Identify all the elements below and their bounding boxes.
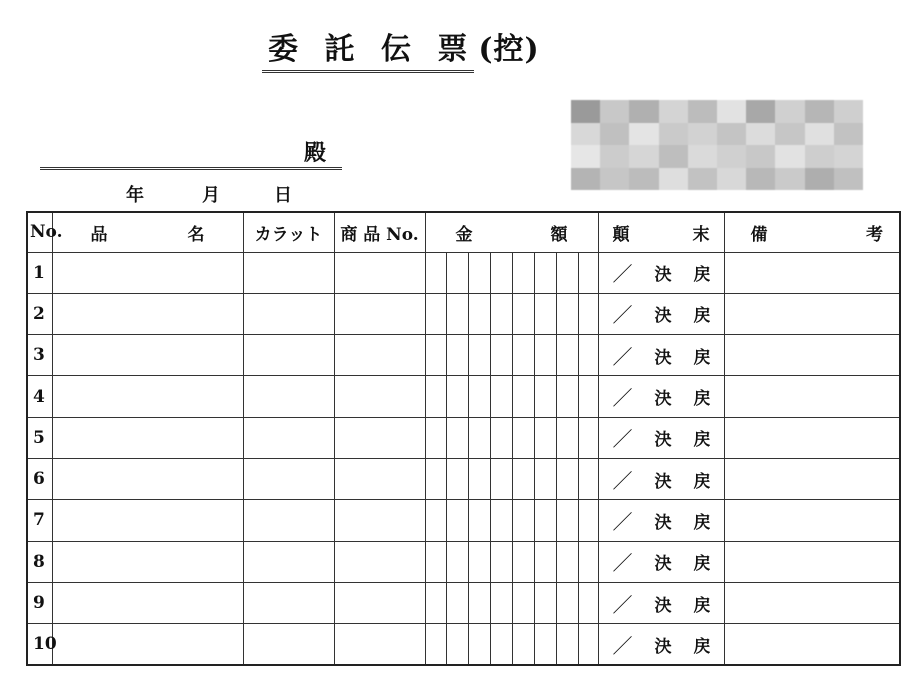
product-no-cell[interactable] [334,541,425,582]
amount-digit-divider [468,294,469,334]
amount-digit-divider [512,294,513,334]
amount-digit-divider [512,418,513,458]
redaction-pixel [659,100,688,123]
amount-digit-divider [512,624,513,664]
outcome-cell [598,252,724,293]
redaction-pixel [688,168,717,191]
amount-digit-divider [490,253,491,293]
redaction-pixel [629,145,658,168]
amount-cell[interactable] [425,293,598,334]
outcome-settled-option[interactable]: 決 [654,554,672,575]
remarks-cell[interactable] [724,624,900,665]
amount-digit-divider [490,418,491,458]
row-number: 5 [27,417,52,458]
amount-digit-divider [468,542,469,582]
amount-digit-divider [446,624,447,664]
outcome-settled-option[interactable]: 決 [654,347,672,368]
outcome-cell [598,500,724,541]
redaction-pixel [834,145,863,168]
redaction-pixel [600,168,629,191]
redaction-pixel [746,168,775,191]
amount-digit-divider [446,294,447,334]
amount-digit-divider [556,294,557,334]
redaction-pixel [834,100,863,123]
amount-digit-divider [512,459,513,499]
amount-digit-divider [578,459,579,499]
redaction-pixel [571,168,600,191]
amount-digit-divider [556,542,557,582]
amount-digit-divider [534,294,535,334]
amount-digit-divider [578,376,579,416]
amount-digit-divider [578,294,579,334]
header-outcome [598,212,724,252]
amount-digit-divider [446,542,447,582]
carat-cell[interactable] [243,376,334,417]
outcome-settled-option[interactable]: 決 [654,595,672,616]
outcome-options [599,583,724,623]
table-row [27,624,900,665]
outcome-settled-option[interactable]: 決 [654,430,672,451]
amount-digit-divider [468,583,469,623]
redaction-pixel [629,100,658,123]
outcome-cell [598,417,724,458]
outcome-slash: ／ [612,551,633,576]
header-amount [425,212,598,252]
header-amount-a: 金 [455,224,473,245]
header-item-name-b: 名 [187,224,205,245]
product-no-cell[interactable] [334,335,425,376]
product-no-cell[interactable] [334,252,425,293]
redaction-pixel [659,123,688,146]
header-product-no: 商 品 No. [334,212,425,252]
amount-digit-divider [556,624,557,664]
outcome-cell [598,376,724,417]
amount-digit-divider [490,376,491,416]
amount-digit-divider [490,624,491,664]
product-no-cell[interactable] [334,624,425,665]
outcome-settled-option[interactable]: 決 [654,471,672,492]
item-name-cell[interactable] [52,458,243,499]
redaction-pixel [805,145,834,168]
redaction-pixel [834,123,863,146]
row-number: 7 [27,500,52,541]
item-name-cell[interactable] [52,541,243,582]
date-month-label: 月 [202,185,220,206]
outcome-cell [598,582,724,623]
amount-cell[interactable] [425,624,598,665]
outcome-slash: ／ [612,509,633,534]
product-no-cell[interactable] [334,376,425,417]
amount-digit-divider [468,459,469,499]
redaction-pixel [571,100,600,123]
outcome-options [599,624,724,664]
recipient-name-line [40,167,342,170]
row-number: 6 [27,458,52,499]
redaction-pixel [659,145,688,168]
amount-digit-divider [534,253,535,293]
amount-cell[interactable] [425,458,598,499]
outcome-slash: ／ [612,427,633,452]
carat-cell[interactable] [243,293,334,334]
amount-digit-divider [490,459,491,499]
header-outcome-b: 末 [692,224,710,245]
amount-digit-divider [534,542,535,582]
amount-digit-divider [446,459,447,499]
item-name-cell[interactable] [52,376,243,417]
amount-cell[interactable] [425,582,598,623]
redaction-pixel [600,100,629,123]
amount-digit-divider [534,376,535,416]
amount-digit-divider [512,253,513,293]
amount-cell[interactable] [425,541,598,582]
amount-cell[interactable] [425,252,598,293]
redaction-pixel [629,168,658,191]
row-number: 4 [27,376,52,417]
outcome-returned-option[interactable]: 戻 [693,595,711,616]
amount-digit-divider [446,500,447,540]
amount-digit-divider [512,500,513,540]
redaction-pixel [775,145,804,168]
consignment-table [26,211,901,666]
header-remarks-b: 考 [866,224,883,245]
amount-digit-divider [534,500,535,540]
remarks-cell[interactable] [724,252,900,293]
header-remarks-a: 備 [750,224,768,245]
remarks-cell[interactable] [724,541,900,582]
outcome-returned-option[interactable]: 戻 [693,306,711,327]
row-number: 3 [27,335,52,376]
amount-digit-divider [446,253,447,293]
product-no-cell[interactable] [334,458,425,499]
amount-digit-divider [578,624,579,664]
amount-digit-divider [578,583,579,623]
carat-cell[interactable] [243,624,334,665]
redaction-pixel [600,145,629,168]
amount-digit-divider [512,583,513,623]
amount-digit-divider [490,583,491,623]
item-name-cell[interactable] [52,624,243,665]
amount-digit-divider [534,418,535,458]
header-carat: カラット [243,212,334,252]
amount-digit-divider [468,500,469,540]
row-number: 2 [27,293,52,334]
outcome-settled-option[interactable]: 決 [654,389,672,410]
redaction-pixel [717,100,746,123]
amount-digit-divider [490,335,491,375]
redaction-pixel [688,123,717,146]
amount-digit-divider [468,253,469,293]
amount-digit-divider [556,418,557,458]
title-main: 委 託 伝 票 [262,24,474,73]
document-title [262,24,540,73]
item-name-cell[interactable] [52,335,243,376]
recipient-honorific: 殿 [304,140,327,166]
amount-digit-divider [578,500,579,540]
outcome-settled-option[interactable]: 決 [654,265,672,286]
amount-digit-divider [534,624,535,664]
amount-digit-divider [578,418,579,458]
outcome-slash: ／ [612,592,633,617]
outcome-slash: ／ [612,468,633,493]
amount-digit-divider [534,459,535,499]
table-row [27,500,900,541]
redaction-pixel [717,145,746,168]
carat-cell[interactable] [243,252,334,293]
redaction-pixel [571,145,600,168]
amount-digit-divider [512,335,513,375]
carat-cell[interactable] [243,541,334,582]
remarks-cell[interactable] [724,500,900,541]
amount-digit-divider [534,335,535,375]
row-number: 9 [27,582,52,623]
redaction-pixel [600,123,629,146]
outcome-cell [598,624,724,665]
amount-digit-divider [556,583,557,623]
table-header-row [27,212,900,252]
carat-cell[interactable] [243,417,334,458]
table-row [27,458,900,499]
amount-cell[interactable] [425,500,598,541]
redaction-pixel [775,168,804,191]
redaction-pixel [775,100,804,123]
outcome-slash: ／ [612,303,633,328]
header-item-name-a: 品 [90,224,108,245]
row-number: 1 [27,252,52,293]
amount-cell[interactable] [425,335,598,376]
row-number: 10 [27,624,52,665]
redaction-pixel [717,123,746,146]
table-row [27,417,900,458]
product-no-cell[interactable] [334,417,425,458]
outcome-options [599,294,724,334]
header-remarks [724,212,900,252]
amount-digit-divider [578,335,579,375]
amount-cell[interactable] [425,417,598,458]
redaction-pixel [805,123,834,146]
outcome-cell [598,458,724,499]
outcome-settled-option[interactable]: 決 [654,636,672,657]
redaction-pixel [659,168,688,191]
amount-digit-divider [446,418,447,458]
outcome-settled-option[interactable]: 決 [654,306,672,327]
remarks-cell[interactable] [724,293,900,334]
redaction-pixel [717,168,746,191]
item-name-cell[interactable] [52,293,243,334]
outcome-options [599,500,724,540]
outcome-options [599,542,724,582]
redaction-pixel [775,123,804,146]
amount-digit-divider [468,624,469,664]
amount-digit-divider [468,335,469,375]
table-row [27,335,900,376]
outcome-options [599,459,724,499]
redacted-company-stamp [571,100,863,190]
redaction-pixel [746,100,775,123]
amount-digit-divider [468,418,469,458]
redaction-pixel [688,100,717,123]
outcome-cell [598,293,724,334]
table-row [27,541,900,582]
outcome-cell [598,335,724,376]
outcome-returned-option[interactable]: 戻 [693,554,711,575]
amount-digit-divider [578,253,579,293]
amount-digit-divider [512,542,513,582]
redaction-pixel [805,100,834,123]
outcome-returned-option[interactable]: 戻 [693,389,711,410]
table-row [27,376,900,417]
remarks-cell[interactable] [724,458,900,499]
amount-digit-divider [534,583,535,623]
carat-cell[interactable] [243,458,334,499]
carat-cell[interactable] [243,335,334,376]
item-name-cell[interactable] [52,417,243,458]
redaction-pixel [834,168,863,191]
header-outcome-a: 顛 [612,224,630,245]
outcome-returned-option[interactable]: 戻 [693,471,711,492]
amount-digit-divider [556,459,557,499]
amount-digit-divider [556,500,557,540]
outcome-options [599,418,724,458]
outcome-options [599,335,724,375]
title-suffix: (控) [478,32,540,67]
table-row [27,293,900,334]
amount-digit-divider [578,542,579,582]
remarks-cell[interactable] [724,417,900,458]
header-item-name [52,212,243,252]
carat-cell[interactable] [243,582,334,623]
amount-digit-divider [490,500,491,540]
product-no-cell[interactable] [334,500,425,541]
amount-digit-divider [468,376,469,416]
amount-digit-divider [446,335,447,375]
outcome-slash: ／ [612,633,633,658]
amount-digit-divider [490,542,491,582]
remarks-cell[interactable] [724,376,900,417]
redaction-pixel [746,145,775,168]
redaction-pixel [571,123,600,146]
amount-digit-divider [556,376,557,416]
item-name-cell[interactable] [52,582,243,623]
outcome-cell [598,541,724,582]
date-year-label: 年 [126,185,144,206]
amount-digit-divider [512,376,513,416]
redaction-pixel [688,145,717,168]
outcome-slash: ／ [612,386,633,411]
amount-digit-divider [556,253,557,293]
table-row [27,582,900,623]
amount-digit-divider [446,583,447,623]
outcome-returned-option[interactable]: 戻 [693,430,711,451]
table-row [27,252,900,293]
redaction-pixel [629,123,658,146]
row-number: 8 [27,541,52,582]
redaction-pixel [746,123,775,146]
redaction-pixel [805,168,834,191]
remarks-cell[interactable] [724,582,900,623]
remarks-cell[interactable] [724,335,900,376]
header-amount-b: 額 [550,224,568,245]
outcome-slash: ／ [612,344,633,369]
outcome-returned-option[interactable]: 戻 [693,347,711,368]
header-no: No. [27,212,52,252]
outcome-options [599,253,724,293]
outcome-settled-option[interactable]: 決 [654,512,672,533]
amount-digit-divider [446,376,447,416]
product-no-cell[interactable] [334,582,425,623]
outcome-options [599,376,724,416]
carat-cell[interactable] [243,500,334,541]
item-name-cell[interactable] [52,252,243,293]
outcome-slash: ／ [612,262,633,287]
outcome-returned-option[interactable]: 戻 [693,265,711,286]
date-day-label: 日 [274,185,292,206]
outcome-returned-option[interactable]: 戻 [693,512,711,533]
amount-cell[interactable] [425,376,598,417]
amount-digit-divider [556,335,557,375]
amount-digit-divider [490,294,491,334]
item-name-cell[interactable] [52,500,243,541]
product-no-cell[interactable] [334,293,425,334]
outcome-returned-option[interactable]: 戻 [693,636,711,657]
